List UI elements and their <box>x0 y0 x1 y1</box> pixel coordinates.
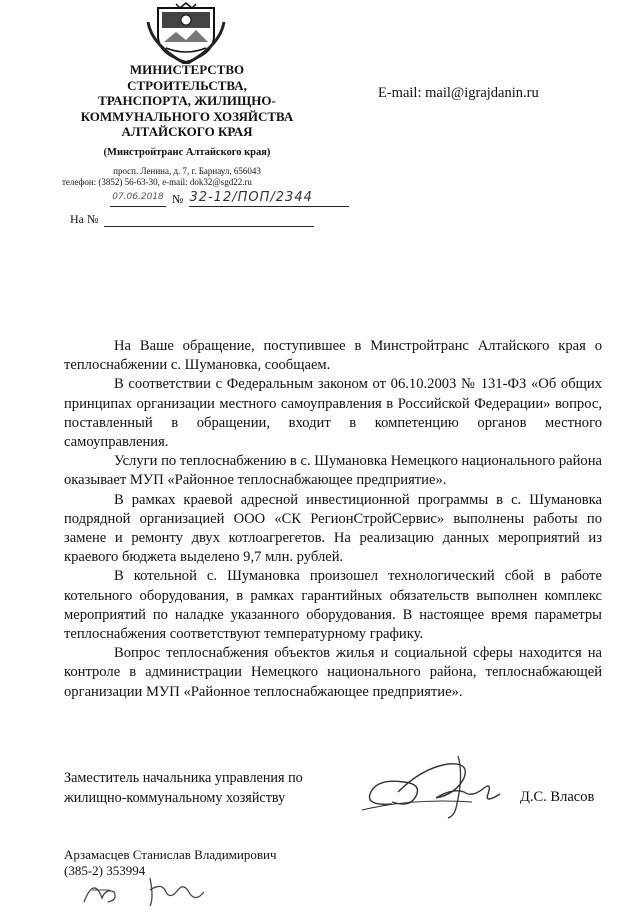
handwritten-initials <box>80 868 230 908</box>
signatory-title-line: жилищно-коммунальному хозяйству <box>64 790 286 806</box>
date-stamp: 07.06.2018 <box>110 192 166 207</box>
ministry-line: МИНИСТЕРСТВО <box>129 62 245 77</box>
letter-body <box>64 337 602 702</box>
outgoing-number-line <box>110 190 349 207</box>
handwritten-signature <box>352 748 522 820</box>
recipient-email: E-mail: mail@igrajdanin.ru <box>378 85 539 101</box>
ministry-address: просп. Ленина, д. 7, г. Барнаул, 656043 <box>113 166 261 176</box>
body-paragraph: В соответствии с Федеральным законом от 06.10.2003 № 131-ФЗ «Об общих принципах организации местного самоуправления в Российской Федерации» вопрос, поставленный в обращении, входит в компетенцию органов местного самоуправления. <box>64 376 602 451</box>
signatory-name: Д.С. Власов <box>520 789 595 805</box>
outgoing-number: 32-12/ПОП/2344 <box>189 190 349 207</box>
ministry-line: СТРОИТЕЛЬСТВА, <box>127 77 247 93</box>
reference-line <box>70 212 314 227</box>
body-paragraph: На Ваше обращение, поступившее в Минстройтранс Алтайского края о теплоснабжении с. Шумановка, сообщаем. <box>64 338 602 374</box>
contact-phone: (385-2) 353994 <box>64 863 146 878</box>
body-paragraph: Вопрос теплоснабжения объектов жилья и социальной сферы находится на контроле в администрации Немецкого национального района, теплоснабжающей организации МУП «Районное теплоснабжающее предприятие». <box>64 645 602 700</box>
signatory-title <box>64 768 303 808</box>
ministry-line: КОММУНАЛЬНОГО ХОЗЯЙСТВА <box>80 108 294 124</box>
contact-name: Арзамасцев Станислав Владимирович <box>64 847 277 862</box>
coat-of-arms-icon <box>146 2 226 64</box>
body-paragraph: В рамках краевой адресной инвестиционной программы в с. Шумановка подрядной организацией ООО «СК РегионСтройСервис» выполнены работы по замене и ремонту двух котлоагрегетов. На реализацию данных мероприятий из краевого бюджета выделено 9,7 млн. рублей. <box>64 491 602 566</box>
reference-label: На № <box>70 212 99 226</box>
ministry-phone: телефон: (3852) 56-63-30, e-mail: dok32@sgd22.ru <box>62 177 252 187</box>
ministry-line: АЛТАЙСКОГО КРАЯ <box>121 124 253 139</box>
ministry-line: ТРАНСПОРТА, ЖИЛИЩНО- <box>98 93 276 108</box>
ministry-short-name: (Минстройтранс Алтайского края) <box>103 147 271 158</box>
body-paragraph: В котельной с. Шумановка произошел технологический сбой в работе котельного оборудования, в рамках гарантийных обязательств выполнен комплекс мероприятий по наладке указанного оборудования. В настоящее время параметры теплоснабжения соответствуют температурному графику. <box>64 568 602 643</box>
number-sign: № <box>172 192 184 206</box>
body-paragraph: Услуги по теплоснабжению в с. Шумановка Немецкого национального района оказывает МУП «Районное теплоснабжающее предприятие». <box>64 453 602 489</box>
signatory-title-line: Заместитель начальника управления по <box>64 770 303 786</box>
reference-field <box>104 214 314 227</box>
ministry-name <box>60 62 314 140</box>
